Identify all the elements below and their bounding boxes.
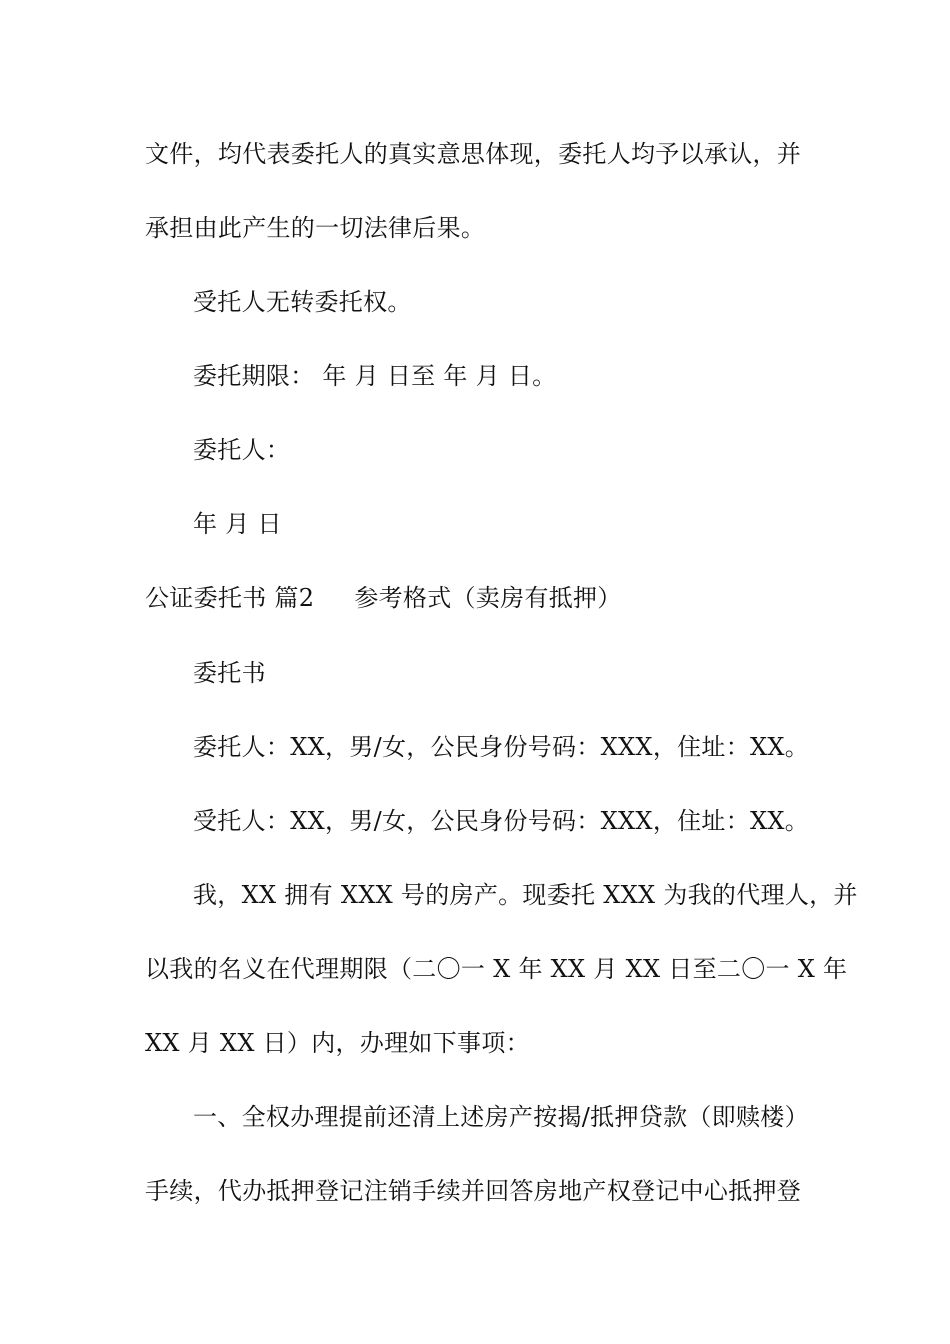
section-subtitle: 参考格式（卖房有抵押） xyxy=(354,584,622,612)
paragraph-line: 委托期限： 年 月 日至 年 月 日。 xyxy=(193,362,557,390)
date-line: 年 月 日 xyxy=(193,510,282,538)
paragraph-line: 承担由此产生的一切法律后果。 xyxy=(145,214,486,242)
paragraph-line: 手续，代办抵押登记注销手续并回答房地产权登记中心抵押登 xyxy=(145,1177,802,1205)
signature-line: 委托人： xyxy=(193,436,291,464)
paragraph-line: 以我的名义在代理期限（二〇一 X 年 XX 月 XX 日至二〇一 X 年 xyxy=(145,955,848,983)
section-title: 公证委托书 篇2 xyxy=(145,584,315,612)
paragraph-line: 文件，均代表委托人的真实意思体现，委托人均予以承认，并 xyxy=(145,140,802,168)
document-title: 委托书 xyxy=(193,659,266,687)
paragraph-line: XX 月 XX 日）内，办理如下事项： xyxy=(145,1029,530,1057)
paragraph-line: 受托人无转委托权。 xyxy=(193,288,412,316)
agent-line: 受托人：XX，男/女，公民身份号码：XXX，住址：XX。 xyxy=(193,807,810,835)
principal-line: 委托人：XX，男/女，公民身份号码：XXX，住址：XX。 xyxy=(193,733,810,761)
paragraph-line: 一、全权办理提前还清上述房产按揭/抵押贷款（即赎楼） xyxy=(193,1103,809,1131)
paragraph-line: 我，XX 拥有 XXX 号的房产。现委托 XXX 为我的代理人，并 xyxy=(193,881,858,909)
section-heading xyxy=(145,578,825,618)
